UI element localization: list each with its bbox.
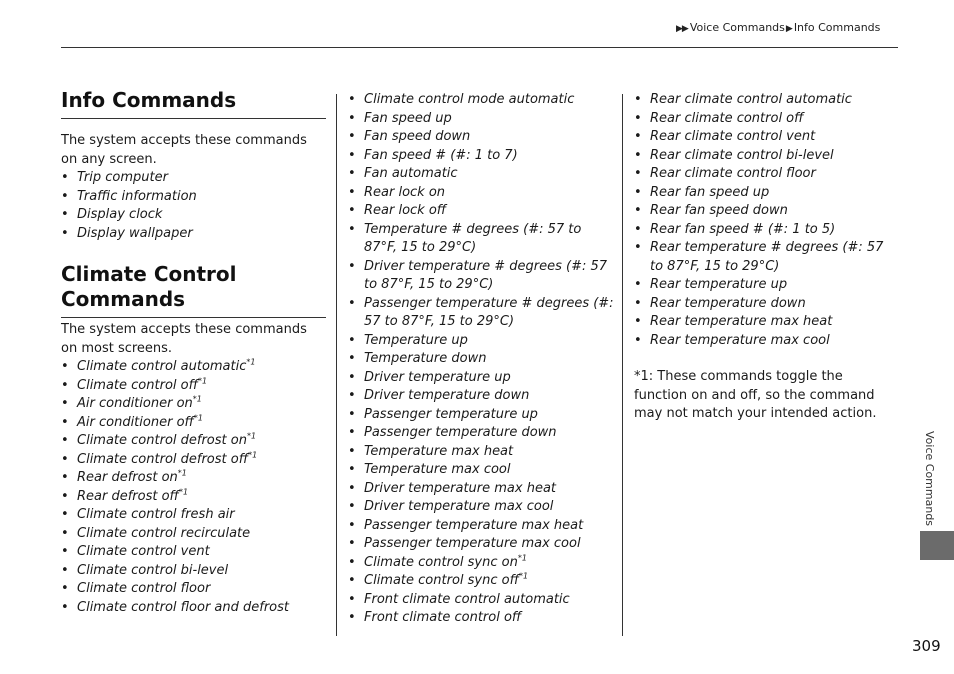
footnote-ref: *1 — [197, 376, 208, 386]
command-text: Front climate control off — [364, 610, 522, 625]
command-text: Climate control defrost off — [77, 451, 249, 467]
command-text: Rear temperature # degrees (#: 57 to 87°F, 15 to 29°C) — [650, 240, 884, 274]
command-text: Traffic information — [77, 188, 197, 204]
command-text: Rear lock on — [364, 184, 446, 200]
command-item — [348, 517, 616, 536]
command-text: Rear defrost off — [77, 488, 179, 504]
command-text: Driver temperature max cool — [364, 499, 554, 514]
command-text: Climate control fresh air — [77, 507, 235, 522]
command-item — [348, 406, 616, 425]
command-item — [61, 451, 326, 470]
command-text: Rear lock off — [364, 203, 447, 218]
heading-rule — [61, 118, 326, 119]
footnote-ref: *1 — [518, 571, 529, 581]
double-arrow-icon: ▶▶ — [676, 24, 688, 34]
footnote-ref: *1 — [246, 357, 256, 367]
heading-line-1: Climate Control — [61, 262, 237, 286]
info-intro: The system accepts these commands on any screen. — [61, 133, 307, 167]
column-3 — [634, 91, 896, 424]
command-item — [348, 202, 616, 221]
command-item — [634, 221, 896, 240]
command-text: Rear temperature max cool — [650, 332, 830, 348]
footnote-ref: *1 — [178, 487, 189, 497]
command-item — [348, 424, 616, 443]
climate-commands-heading — [61, 262, 326, 312]
command-item — [348, 591, 616, 610]
command-text: Temperature down — [364, 351, 487, 366]
column-2 — [348, 91, 616, 628]
command-text: Climate control recirculate — [77, 525, 251, 541]
command-item — [634, 313, 896, 332]
command-item — [61, 225, 326, 244]
command-text: Passenger temperature up — [364, 406, 538, 422]
command-item — [348, 258, 616, 295]
command-text: Temperature max cool — [364, 462, 511, 477]
command-item — [634, 295, 896, 314]
command-text: Passenger temperature max heat — [364, 517, 584, 533]
command-item — [634, 110, 896, 129]
command-item — [348, 461, 616, 480]
command-item — [61, 169, 326, 188]
command-text: Rear fan speed # (#: 1 to 5) — [650, 221, 836, 237]
command-item — [348, 110, 616, 129]
command-item — [61, 414, 326, 433]
command-item — [348, 443, 616, 462]
command-item — [61, 525, 326, 544]
command-item — [348, 91, 616, 110]
command-text: Rear climate control floor — [650, 166, 816, 181]
breadcrumb-current: Info Commands — [793, 21, 881, 34]
command-item — [348, 554, 616, 573]
command-item — [348, 295, 616, 332]
command-text: Fan automatic — [364, 166, 458, 181]
command-text: Climate control automatic — [77, 359, 247, 374]
footnote-ref: *1 — [246, 431, 257, 441]
command-text: Front climate control automatic — [364, 591, 570, 607]
command-item — [634, 128, 896, 147]
info-commands-heading: Info Commands — [61, 88, 237, 112]
command-item — [348, 128, 616, 147]
command-text: Climate control defrost on — [77, 433, 247, 448]
command-item — [348, 498, 616, 517]
command-text: Rear climate control vent — [650, 129, 816, 144]
command-item — [634, 332, 896, 351]
command-text: Fan speed up — [364, 110, 452, 126]
page-number: 309 — [912, 637, 941, 655]
footnote-ref: *1 — [517, 553, 527, 563]
command-item — [61, 469, 326, 488]
breadcrumb-section[interactable]: Voice Commands — [689, 21, 785, 34]
command-text: Rear temperature max heat — [650, 314, 833, 329]
command-text: Temperature up — [364, 332, 468, 348]
climate-command-list-3 — [634, 91, 896, 350]
command-text: Rear defrost on — [77, 470, 178, 485]
command-text: Rear climate control automatic — [650, 92, 852, 107]
side-section-label: Voice Commands — [923, 431, 936, 527]
command-text: Display clock — [77, 207, 163, 222]
command-item — [348, 369, 616, 388]
command-text: Display wallpaper — [77, 225, 193, 241]
command-item — [61, 543, 326, 562]
column-1 — [61, 88, 326, 617]
command-text: Climate control off — [77, 377, 198, 393]
command-item — [61, 188, 326, 207]
info-command-list — [61, 169, 326, 243]
command-item — [61, 599, 326, 618]
command-item — [348, 147, 616, 166]
command-item — [61, 580, 326, 599]
command-item — [348, 480, 616, 499]
command-text: Driver temperature max heat — [364, 480, 557, 496]
footnote-ref: *1 — [248, 450, 258, 460]
footnote-ref: *1 — [177, 468, 187, 478]
command-text: Fan speed down — [364, 129, 471, 144]
command-item — [634, 147, 896, 166]
command-text: Air conditioner off — [77, 414, 194, 430]
heading-line-2: Commands — [61, 287, 186, 311]
command-item — [61, 506, 326, 525]
command-item — [348, 572, 616, 591]
command-text: Climate control vent — [77, 544, 210, 559]
command-text: Climate control mode automatic — [364, 92, 575, 107]
command-text: Passenger temperature max cool — [364, 536, 581, 551]
command-text: Passenger temperature down — [364, 425, 557, 440]
heading-rule — [61, 317, 326, 318]
command-text: Rear temperature down — [650, 295, 806, 311]
section-tab[interactable] — [920, 531, 954, 560]
top-divider — [61, 47, 898, 48]
command-item — [61, 488, 326, 507]
command-item — [348, 184, 616, 203]
command-item — [61, 432, 326, 451]
command-text: Climate control bi-level — [77, 562, 229, 578]
column-divider — [336, 94, 337, 636]
command-item — [348, 221, 616, 258]
command-item — [348, 350, 616, 369]
command-text: Fan speed # (#: 1 to 7) — [364, 147, 518, 163]
command-text: Driver temperature down — [364, 388, 530, 403]
command-text: Trip computer — [77, 170, 168, 185]
climate-command-list-1 — [61, 358, 326, 617]
command-item — [348, 535, 616, 554]
command-item — [348, 165, 616, 184]
command-item — [61, 206, 326, 225]
command-text: Climate control sync off — [364, 573, 519, 588]
footnote-ref: *1 — [193, 413, 203, 423]
command-text: Driver temperature # degrees (#: 57 to 87°F, 15 to 29°C) — [364, 258, 608, 292]
command-text: Air conditioner on — [77, 396, 193, 411]
column-divider — [622, 94, 623, 636]
breadcrumb — [676, 21, 880, 34]
command-text: Rear temperature up — [650, 277, 788, 292]
command-item — [634, 165, 896, 184]
climate-command-list-2 — [348, 91, 616, 628]
command-text: Temperature max heat — [364, 443, 514, 459]
command-text: Driver temperature up — [364, 369, 511, 385]
command-item — [348, 332, 616, 351]
command-text: Climate control floor and defrost — [77, 599, 290, 615]
command-text: Climate control sync on — [364, 554, 518, 570]
command-item — [634, 239, 896, 276]
command-item — [634, 276, 896, 295]
command-item — [348, 609, 616, 628]
command-item — [348, 387, 616, 406]
command-text: Rear fan speed up — [650, 184, 770, 200]
command-text: Rear climate control off — [650, 110, 804, 126]
command-item — [634, 202, 896, 221]
command-text: Rear climate control bi-level — [650, 147, 834, 163]
command-item — [61, 358, 326, 377]
command-item — [61, 562, 326, 581]
command-text: Temperature # degrees (#: 57 to 87°F, 15 to 29°C) — [364, 221, 582, 255]
command-text: Passenger temperature # degrees (#: 57 to 87°F, 15 to 29°C) — [364, 295, 614, 329]
climate-intro: The system accepts these commands on most screens. — [61, 322, 307, 356]
arrow-icon: ▶ — [785, 24, 792, 34]
command-text: Climate control floor — [77, 581, 211, 596]
command-item — [61, 395, 326, 414]
footnote-ref: *1 — [192, 394, 202, 404]
command-item — [61, 377, 326, 396]
command-item — [634, 91, 896, 110]
command-item — [634, 184, 896, 203]
command-text: Rear fan speed down — [650, 203, 788, 218]
footnote: *1: These commands toggle the function on and off, so the command may not match your intended action. — [634, 369, 877, 421]
